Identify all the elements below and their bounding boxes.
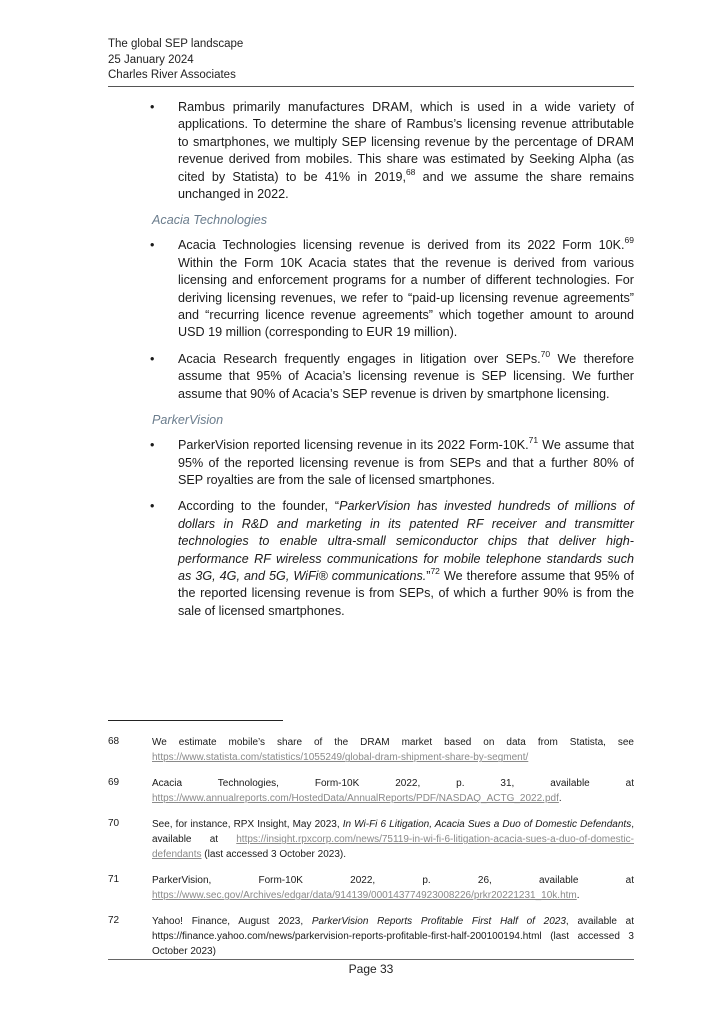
footnote-72 [108,914,634,960]
bullet-marker: • [150,238,155,253]
paragraph-text: Acacia Technologies licensing revenue is derived from its 2022 Form 10K. [178,238,625,253]
footnote-text-end: (last accessed 3 October 2023). [201,849,347,861]
footer-separator [108,959,634,960]
footnote-ref-70[interactable]: 70 [540,348,551,359]
footnote-link[interactable]: https://insight.rpxcorp.com/news/75119-in-wi-fi-6-litigation-acacia-sues-a-duo-of-domestic-defendants [152,834,634,861]
footnote-ref-68[interactable]: 68 [405,166,416,177]
paragraph-text: Within the Form 10K Acacia states that the revenue is derived from various licensing and enforcement programs for a number of different technologies. For deriving licensing revenues, we refer to “paid-up licensing revenue agreements” and “recurring licence revenue agreements” which together amount to around USD 19 million (corresponding to EUR 19 million). [178,255,634,340]
bullet-marker: • [150,499,155,514]
page-header [108,37,634,87]
footnote-text-mid: , available at [152,818,634,846]
footnote-separator [108,720,283,721]
header-title: The global SEP landscape [108,38,244,50]
footnote-text-end: . [558,793,562,805]
header-company: Charles River Associates [108,69,236,81]
bullet-marker: • [150,351,155,366]
footnote-link[interactable]: https://www.sec.gov/Archives/edgar/data/914139/000143774923008226/prkr20221231_10k.htm [152,890,577,902]
footnote-link[interactable]: https://www.annualreports.com/HostedData/AnnualReports/PDF/NASDAQ_ACTG_2022.pdf [152,793,559,805]
paragraph-text: According to the founder, “ [178,499,340,514]
paragraph-text: Acacia Research frequently engages in litigation over SEPs. [178,351,541,366]
footnote-text: See, for instance, RPX Insight, May 2023, [152,818,343,830]
footnote-text-end: . [576,890,580,902]
footnote-number: 69 [108,776,120,788]
header-date: 25 January 2024 [108,53,194,66]
paragraph-text: ParkerVision reported licensing revenue in its 2022 Form-10K. [178,438,529,453]
footnote-text: Yahoo! Finance, August 2023, [152,915,312,927]
paragraph-text: Rambus primarily manufactures DRAM, which is used in a wide variety of applications. To determine the share of Rambus’s licensing revenue attributable to smartphones, we multiply SEP licensing revenue by the percentage of DRAM revenue derived from mobiles. This share was estimated by Seeking Alpha (as cited by Statista) to be 41% in 2019, [178,100,634,184]
footnote-ref-71[interactable]: 71 [528,435,539,446]
paragraph-text: We therefore assume that 95% of Acacia’s licensing revenue is SEP licensing. We further assume that 90% of Acacia’s SEP revenue is driven by smartphone licensing. [178,351,634,401]
footnote-number: 72 [108,914,120,926]
bullet-acacia-2 [150,348,634,403]
paragraph-text: We assume that 95% of the reported licensing revenue is from SEPs and that a further 80% of SEP royalties are from the sale of licensed smartphones. [178,438,634,487]
footnote-number: 70 [108,817,120,829]
quote-close: ” [426,568,431,583]
bullet-parker-2 [150,498,634,620]
bullet-parker-1 [150,437,634,489]
section-heading-parkervision: ParkerVision [152,413,224,428]
footnote-text-end: , available at https://finance.yahoo.com/news/parkervision-reports-profitable-first-half-200100194.html (last accessed 3 October 2023) [152,915,634,958]
footnote-text: We estimate mobile’s share of the DRAM market based on data from Statista, see [152,737,634,748]
bullet-marker: • [150,438,155,453]
paragraph-text: We therefore assume that 95% of the reported licensing revenue is from SEPs, of which a further 90% is from the sale of licensed smartphones. [178,568,634,618]
footnote-article-title: ParkerVision Reports Profitable First Half of 2023 [311,915,566,927]
paragraph-text: and we assume the share remains unchanged in 2022. [178,169,634,202]
footnote-ref-72[interactable]: 72 [430,565,440,576]
footnote-68 [108,735,634,766]
footnote-number: 71 [108,873,120,885]
founder-quote: ParkerVision has invested hundreds of millions of dollars in R&D and marketing in its patented RF receiver and transmitter technologies to enable ultra-small semiconductor chips that deliver high-performance RF wireless communications for mobile telephone standards such as 3G, 4G, and 5G, WiFi® communications. [178,499,634,583]
footnote-number: 68 [108,736,120,747]
section-heading-acacia: Acacia Technologies [152,213,268,228]
bullet-rambus [150,99,634,203]
footnote-article-title: In Wi-Fi 6 Litigation, Acacia Sues a Duo of Domestic Defendants [342,818,632,830]
footnote-text: ParkerVision, Form-10K 2022, p. 26, available at [152,874,634,886]
page-number: Page 33 [348,962,394,976]
footnote-71 [108,873,634,904]
footnote-ref-69[interactable]: 69 [624,235,634,246]
footnote-text: Acacia Technologies, Form-10K 2022, p. 31, available at [152,777,634,789]
footnote-link[interactable]: https://www.statista.com/statistics/1055249/global-dram-shipment-share-by-segment/ [152,752,529,764]
bullet-marker: • [150,100,155,114]
footnote-70 [108,817,634,863]
footnote-69 [108,776,634,807]
footnotes [108,735,634,970]
main-body [150,99,634,629]
bullet-acacia-1 [150,237,634,341]
